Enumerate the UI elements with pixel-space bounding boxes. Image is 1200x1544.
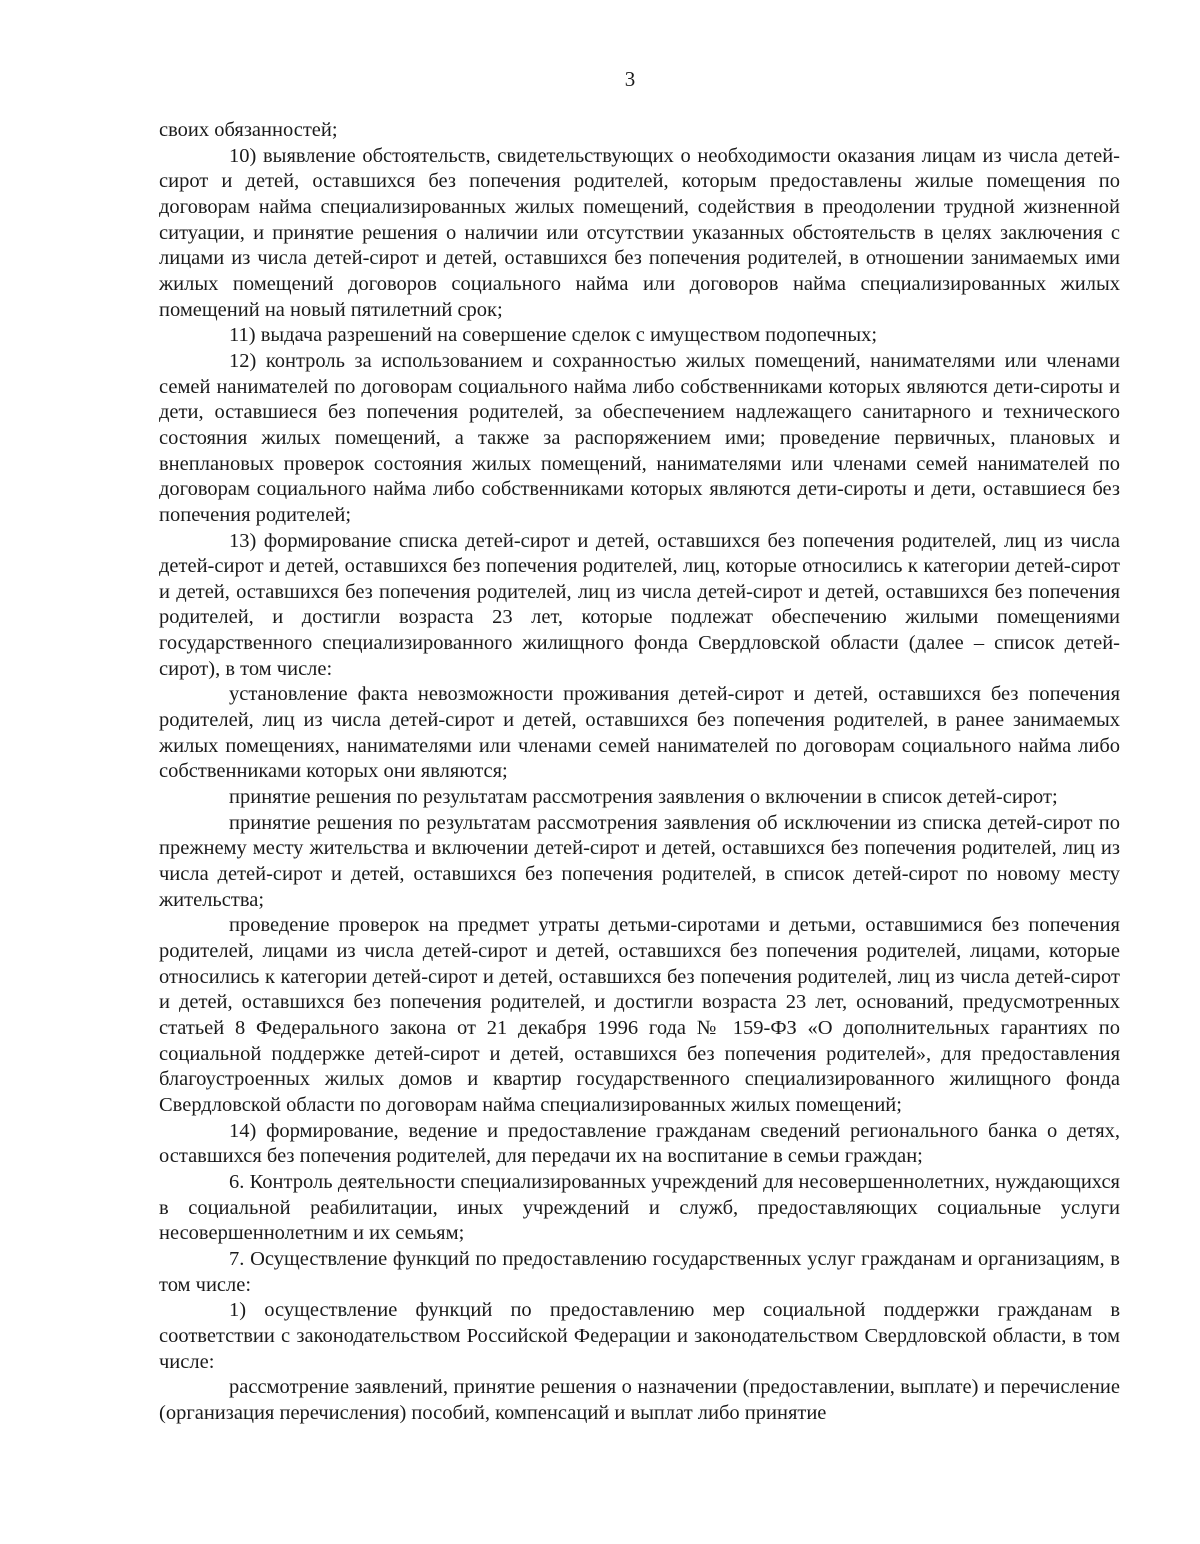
paragraph: рассмотрение заявлений, принятие решения о назначении (предоставлении, выплате) и перечисление (организация перечисления) пособий, компенсаций и выплат либо принятие [159, 1376, 1120, 1424]
paragraph: 14) формирование, ведение и предоставление гражданам сведений регионального банка о детях, оставшихся без попечения родителей, для передачи их на воспитание в семьи граждан; [159, 1119, 1120, 1168]
document-body [159, 118, 1120, 1426]
paragraph: 7. Осуществление функций по предоставлению государственных услуг гражданам и организациям, в том числе: [159, 1247, 1120, 1296]
paragraph: 1) осуществление функций по предоставлению мер социальной поддержки гражданам в соответствии с законодательством Российской Федерации и законодательством Свердловской области, в том числе: [159, 1299, 1120, 1373]
paragraph: 12) контроль за использованием и сохранностью жилых помещений, нанимателями или членами семей нанимателей по договорам социального найма либо собственниками которых являются дети-сироты и дети, оставшиеся без попечения родителей, за обеспечением надлежащего санитарного и технического состояния жилых помещений, а также за распоряжением ими; проведение первичных, плановых и внеплановых проверок состояния жилых помещений, нанимателями или членами семей нанимателей по договорам социального найма либо собственниками которых являются дети-сироты и дети, оставшиеся без попечения родителей; [159, 349, 1120, 526]
paragraph: 13) формирование списка детей-сирот и детей, оставшихся без попечения родителей, лиц из числа детей-сирот и детей, оставшихся без попечения родителей, лиц, которые относились к категории детей-сирот и детей, оставшихся без попечения родителей, лиц из числа детей-сирот и детей, оставшихся без попечения родителей, и достигли возраста 23 лет, которые подлежат обеспечению жилыми помещениями государственного специализированного жилищного фонда Свердловской области (далее – список детей-сирот), в том числе: [159, 529, 1120, 680]
paragraph: 11) выдача разрешений на совершение сделок с имуществом подопечных; [229, 324, 878, 347]
paragraph: принятие решения по результатам рассмотрения заявления об исключении из списка детей-сирот по прежнему месту жительства и включении детей-сирот и детей, оставшихся без попечения родителей, лиц из числа детей-сирот и детей, оставшихся без попечения родителей, в список детей-сирот по новому месту жительства; [159, 811, 1120, 911]
paragraph: установление факта невозможности проживания детей-сирот и детей, оставшихся без попечения родителей, лиц из числа детей-сирот и детей, оставшихся без попечения родителей, в ранее занимаемых жилых помещениях, нанимателями или членами семей нанимателей по договорам социального найма либо собственниками которых они являются; [159, 683, 1120, 783]
paragraph: принятие решения по результатам рассмотрения заявления о включении в список детей-сирот; [229, 786, 1058, 809]
page-number: 3 [624, 67, 636, 91]
paragraph: 10) выявление обстоятельств, свидетельствующих о необходимости оказания лицам из числа детей-сирот и детей, оставшихся без попечения родителей, которым предоставлены жилые помещения по договорам найма специализированных жилых помещений, содействия в преодолении трудной жизненной ситуации, и принятие решения о наличии или отсутствии указанных обстоятельств в целях заключения с лицами из числа детей-сирот и детей, оставшихся без попечения родителей, в отношении занимаемых ими жилых помещений договоров социального найма или договоров найма специализированных жилых помещений на новый пятилетний срок; [159, 144, 1120, 321]
paragraph: 6. Контроль деятельности специализированных учреждений для несовершеннолетних, нуждающихся в социальной реабилитации, иных учреждений и служб, предоставляющих социальные услуги несовершеннолетним и их семьям; [159, 1170, 1120, 1245]
paragraph: своих обязанностей; [159, 119, 338, 141]
paragraph: проведение проверок на предмет утраты детьми-сиротами и детьми, оставшимися без попечения родителей, лицами из числа детей-сирот и детей, оставшихся без попечения родителей, лицами, которые относились к категории детей-сирот и детей, оставшихся без попечения родителей, лиц из числа детей-сирот и детей, оставшихся без попечения родителей, и достигли возраста 23 лет, оснований, предусмотренных статьей 8 Федерального закона от 21 декабря 1996 года № 159-ФЗ «О дополнительных гарантиях по социальной поддержке детей-сирот и детей, оставшихся без попечения родителей», для предоставления благоустроенных жилых домов и квартир государственного специализированного жилищного фонда Свердловской области по договорам найма специализированных жилых помещений; [159, 914, 1120, 1116]
